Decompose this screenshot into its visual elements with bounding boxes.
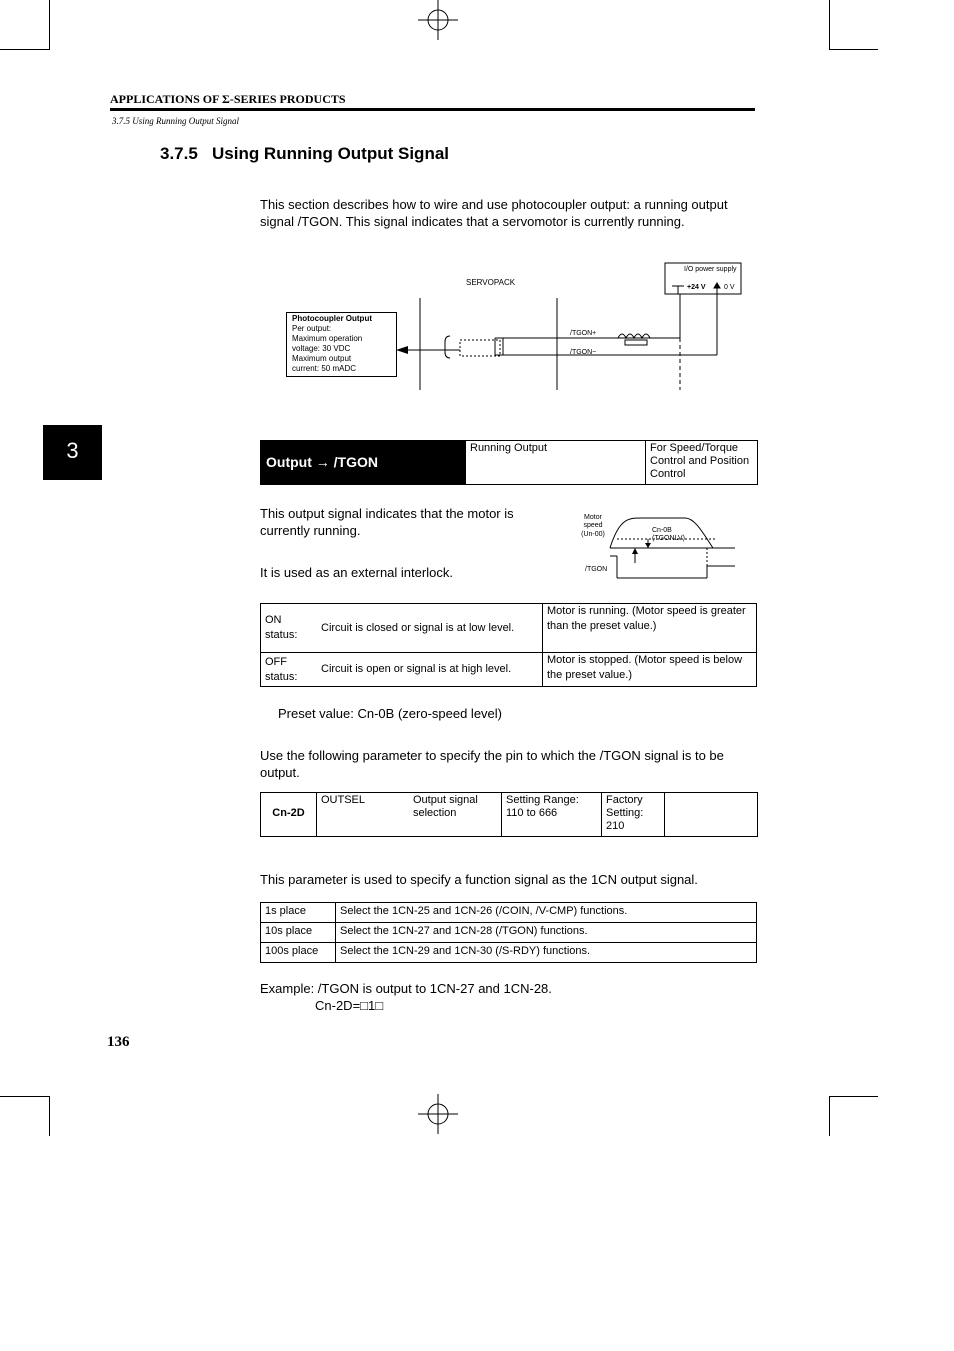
servopack-label: SERVOPACK (466, 278, 516, 287)
parameter-box (260, 792, 758, 837)
parameter-factory-setting: Factory Setting: 210 (606, 794, 644, 832)
parameter-code: Cn-2D (261, 793, 317, 836)
power-negative-label: 0 V (724, 284, 735, 291)
tgon-plus-label: /TGON+ (570, 330, 597, 337)
place-cell: 1s place (261, 903, 336, 923)
meaning-cell: Motor is stopped. (Motor speed is below the preset value.) (543, 653, 757, 687)
meaning-cell: Motor is running. (Motor speed is greater than the preset value.) (543, 604, 757, 653)
motor-speed-label: (Un-00) (581, 531, 605, 538)
signal-box (260, 440, 758, 485)
table-row (261, 653, 757, 687)
param-label: (TGONLV) (652, 535, 685, 542)
signal-modes: For Speed/Torque Control and Position Control (650, 442, 750, 480)
callout-line: Maximum output (292, 354, 352, 363)
status-cell: OFF status: (265, 655, 298, 683)
parameter-name: OUTSEL (321, 794, 366, 806)
place-description: Select the 1CN-27 and 1CN-28 (/TGON) functions. (336, 923, 757, 943)
power-supply-label: I/O power supply (684, 266, 737, 273)
place-cell: 100s place (265, 945, 319, 957)
status-cell: ON status: (261, 604, 316, 653)
parameter-range: Setting Range: 110 to 666 (506, 794, 579, 819)
callout-line: Per output: (292, 324, 332, 333)
photocoupler-callout (286, 312, 397, 377)
section-title: Using Running Output Signal (211, 144, 450, 163)
preset-note: Preset value: Cn-0B (zero-speed level) (278, 706, 502, 721)
intro-paragraph: This section describes how to wire and use photocoupler output: a running output signal /TGON. This signal indicates that a servomotor is currently running. (260, 197, 728, 229)
place-table (260, 902, 757, 963)
tgon-minus-label: /TGON− (570, 349, 597, 356)
example-setting: Cn-2D=□1□ (315, 998, 384, 1013)
parameter-intro: Use the following parameter to specify the pin to which the /TGON signal is to be output. (260, 748, 724, 780)
callout-line: current: 50 mADC (292, 364, 357, 373)
callout-line: Maximum operation (292, 334, 363, 343)
interlock-description: It is used as an external interlock. (260, 565, 453, 580)
condition-cell: Circuit is open or signal is at high level. (321, 663, 512, 675)
signal-type: Running Output (470, 442, 548, 454)
table-row (261, 943, 757, 963)
status-table (260, 603, 757, 687)
section-number: 3.7.5 (160, 144, 198, 163)
timing-diagram (575, 508, 740, 583)
tgon-signal-label: /TGON (585, 566, 608, 573)
page-number: 136 (107, 1034, 130, 1050)
place-description: Select the 1CN-29 and 1CN-30 (/S-RDY) functions. (336, 943, 757, 963)
output-description: This output signal indicates that the motor is currently running. (260, 506, 514, 538)
section-reference: 3.7.5 Using Running Output Signal (112, 116, 240, 126)
place-description: Select the 1CN-25 and 1CN-26 (/COIN, /V-CMP) functions. (336, 903, 757, 923)
example-line: Example: /TGON is output to 1CN-27 and 1CN-28. (260, 981, 552, 996)
chapter-header: APPLICATIONS OF Σ-SERIES PRODUCTS (110, 92, 346, 106)
table-row (261, 923, 757, 943)
callout-line: voltage: 30 VDC (292, 344, 351, 353)
parameter-description: Output signal selection (413, 794, 478, 819)
motor-speed-label: Motor (584, 514, 602, 521)
motor-speed-label: speed (583, 522, 603, 529)
chapter-tab: 3 (43, 425, 102, 480)
param-label: Cn-0B (652, 527, 672, 534)
table-row (261, 604, 757, 653)
header-rule (110, 108, 755, 111)
power-positive-label: +24 V (687, 284, 706, 291)
condition-cell: Circuit is closed or signal is at low level. (315, 604, 543, 653)
table-row (261, 903, 757, 923)
function-intro: This parameter is used to specify a function signal as the 1CN output signal. (260, 872, 698, 887)
signal-name: Output → /TGON (261, 441, 466, 484)
place-cell: 10s place (261, 923, 336, 943)
section-heading (160, 144, 449, 164)
callout-title: Photocoupler Output (292, 314, 372, 323)
